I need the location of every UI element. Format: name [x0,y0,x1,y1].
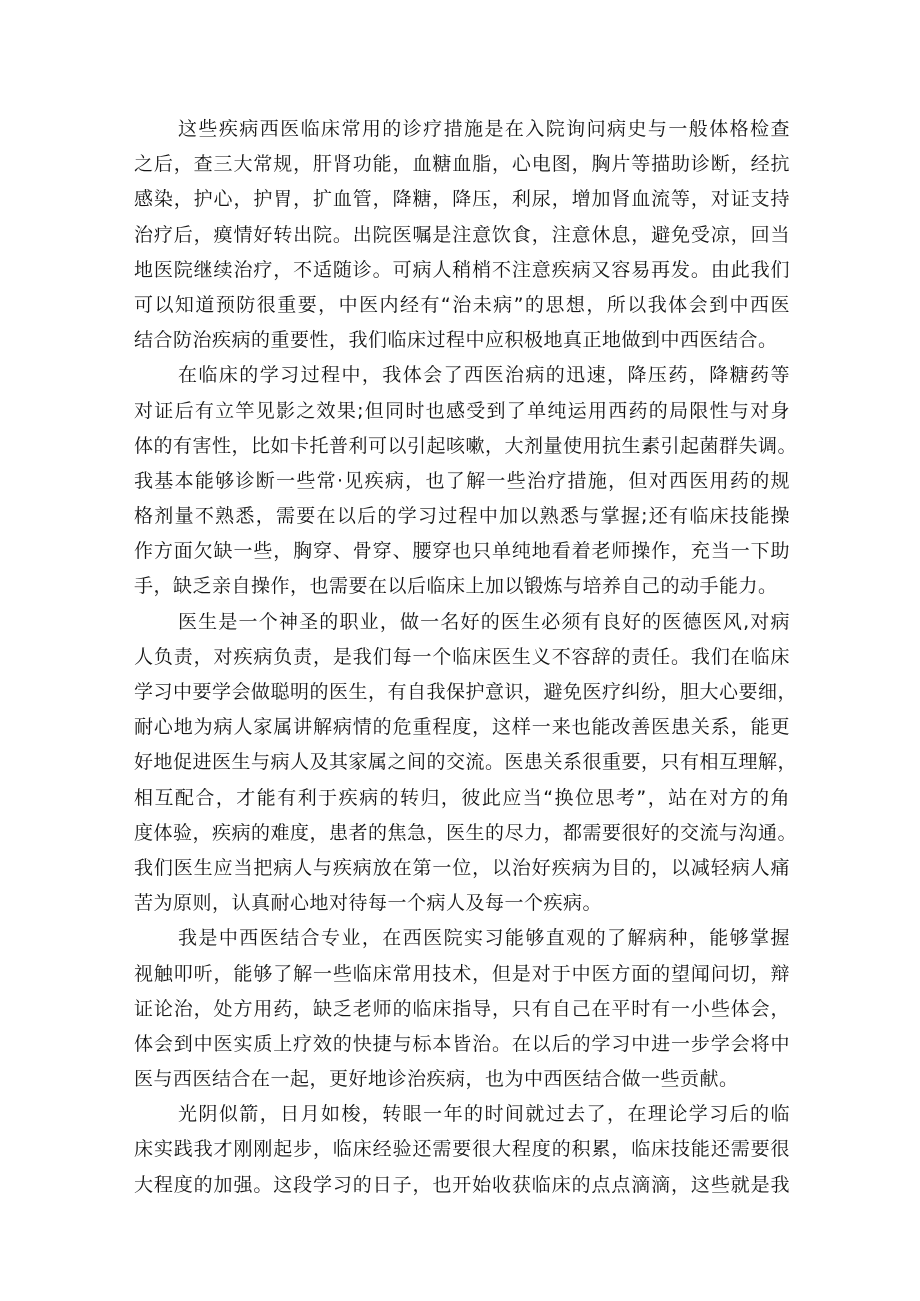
text-line: 结合防治疾病的重要性，我们临床过程中应积极地真正地做到中西医结合。 [134,329,778,352]
text-line: 证论治，处方用药，缺乏老师的临床指导，只有自己在平时有一小些体会， [134,997,790,1020]
text-line: 床实践我才刚刚起步，临床经验还需要很大程度的积累，临床技能还需要很 [134,1138,790,1161]
text-line: 体的有害性，比如卡托普利可以引起咳嗽，大剂量使用抗生素引起菌群失调。 [134,434,798,457]
text-line: 体会到中医实质上疗效的快捷与标本皆治。在以后的学习中进一步学会将中 [134,1032,790,1055]
paragraph-1 [134,112,790,358]
text-line: 人负责，对疾病负责，是我们每一个临床医生义不容辞的责任。我们在临床 [134,645,790,668]
text-line: 度体验，疾病的难度，患者的焦急，医生的尽力，都需要很好的交流与沟通。 [134,821,798,844]
text-line: 我基本能够诊断一些常·见疾病，也了解一些治疗措施，但对西医用药的规 [134,469,790,492]
text-line: 苦为原则，认真耐心地对待每一个病人及每一个疾病。 [134,892,603,915]
text-line: 我们医生应当把病人与疾病放在第一位，以治好疾病为目的，以减轻病人痛 [134,856,790,879]
text-line: 医生是一个神圣的职业，做一名好的医生必须有良好的医德医风,对病 [178,610,790,633]
text-line: 大程度的加强。这段学习的日子，也开始收获临床的点点滴滴，这些就是我 [134,1173,790,1196]
text-line: 手，缺乏亲自操作，也需要在以后临床上加以锻炼与培养自己的动手能力。 [134,575,778,598]
text-line: 格剂量不熟悉，需要在以后的学习过程中加以熟悉与掌握;还有临床技能操 [134,505,790,528]
text-line: 可以知道预防很重要，中医内经有“治未病”的思想，所以我体会到中西医 [134,293,790,316]
paragraph-2 [134,358,798,604]
text-line: 之后，查三大常规，肝肾功能，血糖血脂，心电图，胸片等描助诊断，经抗 [134,153,790,176]
text-line: 在临床的学习过程中，我体会了西医治病的迅速，降压药，降糖药等 [178,364,790,387]
text-line: 光阴似箭，日月如梭，转眼一年的时间就过去了，在理论学习后的临 [178,1103,790,1126]
text-line: 我是中西医结合专业，在西医院实习能够直观的了解病种，能够掌握 [178,927,790,950]
text-line: 耐心地为病人家属讲解病情的危重程度，这样一来也能改善医患关系，能更 [134,716,790,739]
document-page [134,112,798,1203]
text-line: 好地促进医生与病人及其家属之间的交流。医患关系很重要，只有相互理解， [134,751,798,774]
paragraph-4 [134,921,790,1097]
text-line: 学习中要学会做聪明的医生，有自我保护意识，避免医疗纠纷，胆大心要细， [134,681,798,703]
paragraph-3 [134,605,798,922]
text-line: 这些疾病西医临床常用的诊疗措施是在入院询问病史与一般体格检查 [178,118,790,140]
text-line: 视触叩听，能够了解一些临床常用技术，但是对于中医方面的望闻问切，辩 [134,962,790,985]
text-line: 治疗后，瘼情好转出院。出院医嘱是注意饮食，注意休息，避免受凉，回当 [134,223,790,246]
text-line: 相互配合，才能有利于疾病的转归，彼此应当“换位思考”，站在对方的角 [134,786,790,809]
text-line: 对证后有立竿见影之效果;但同时也感受到了单纯运用西药的局限性与对身 [134,399,790,422]
paragraph-5 [134,1097,790,1203]
text-line: 地医院继续治疗，不适随诊。可病人稍梢不注意疾病又容易再发。由此我们 [134,258,790,281]
text-line: 医与西医结合在一起，更好地诊治疾病，也为中西医结合做一些贡献。 [134,1068,739,1091]
text-line: 感染，护心，护胃，扩血管，降糖，降压，利尿，增加肾血流等，对证支持 [134,188,790,211]
text-line: 作方面欠缺一些，胸穿、骨穿、腰穿也只单纯地看着老师操作，充当一下助 [134,540,790,563]
